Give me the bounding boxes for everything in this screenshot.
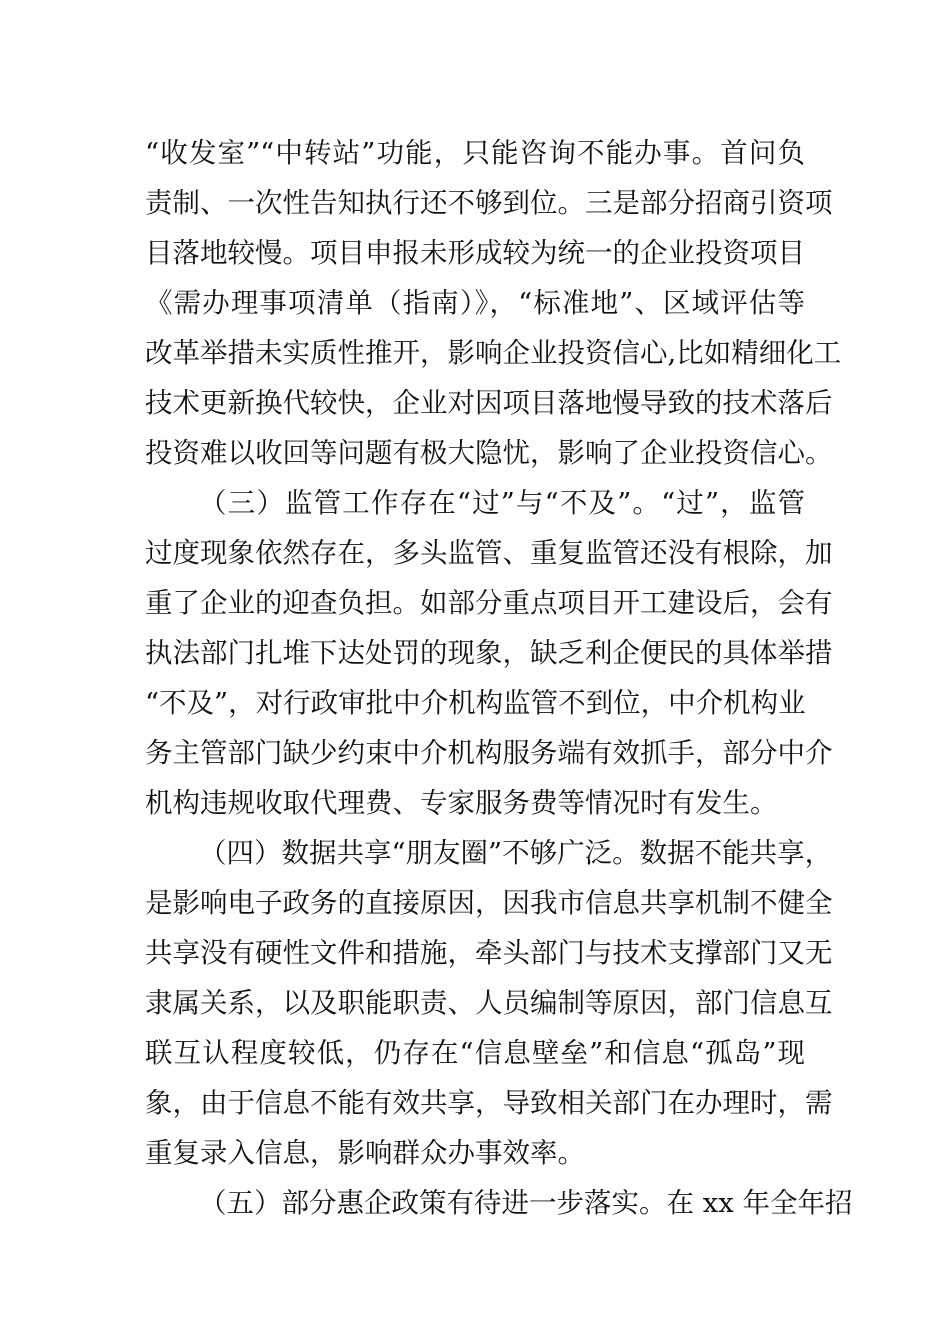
text-line: 机构违规收取代理费、专家服务费等情况时有发生。 [145, 787, 778, 819]
text-line: 共享没有硬性文件和措施，牵头部门与技术支撑部门又无 [145, 937, 833, 969]
text-line: “不及”，对行政审批中介机构监管不到位，中介机构业 [145, 687, 806, 719]
paragraph-start-line: （五）部分惠企政策有待进一步落实。在 xx 年全年招 [199, 1187, 853, 1219]
text-line: 重复录入信息，影响群众办事效率。 [145, 1137, 585, 1169]
text-line: 《需办理事项清单（指南）》，“标准地”、区域评估等 [145, 287, 805, 319]
text-line: 是影响电子政务的直接原因，因我市信息共享机制不健全 [145, 887, 833, 919]
text-line: 联互认程度较低，仍存在“信息壁垒”和信息“孤岛”现 [145, 1037, 805, 1069]
text-line: 执法部门扎堆下达处罚的现象，缺乏利企便民的具体举措 [145, 637, 833, 669]
text-line: 务主管部门缺少约束中介机构服务端有效抓手，部分中介 [145, 737, 833, 769]
text-line: 重了企业的迎查负担。如部分重点项目开工建设后，会有 [145, 587, 833, 619]
text-line: 改革举措未实质性推开，影响企业投资信心,比如精细化工 [145, 337, 842, 369]
text-line: “收发室”“中转站”功能，只能咨询不能办事。首问负 [145, 137, 805, 169]
text-line: 技术更新换代较快，企业对因项目落地慢导致的技术落后 [145, 387, 833, 419]
text-line: 目落地较慢。项目申报未形成较为统一的企业投资项目 [145, 237, 805, 269]
text-line: 责制、一次性告知执行还不够到位。三是部分招商引资项 [145, 187, 833, 219]
paragraph-start-line: （四）数据共享“朋友圈”不够广泛。数据不能共享， [199, 837, 833, 869]
text-line: 象，由于信息不能有效共享，导致相关部门在办理时，需 [145, 1087, 833, 1119]
text-line: 投资难以收回等问题有极大隐忧，影响了企业投资信心。 [145, 437, 833, 469]
paragraph-start-line: （三）监管工作存在“过”与“不及”。“过”，监管 [199, 487, 805, 519]
text-line: 过度现象依然存在，多头监管、重复监管还没有根除，加 [145, 537, 833, 569]
text-line: 隶属关系，以及职能职责、人员编制等原因，部门信息互 [145, 987, 833, 1019]
